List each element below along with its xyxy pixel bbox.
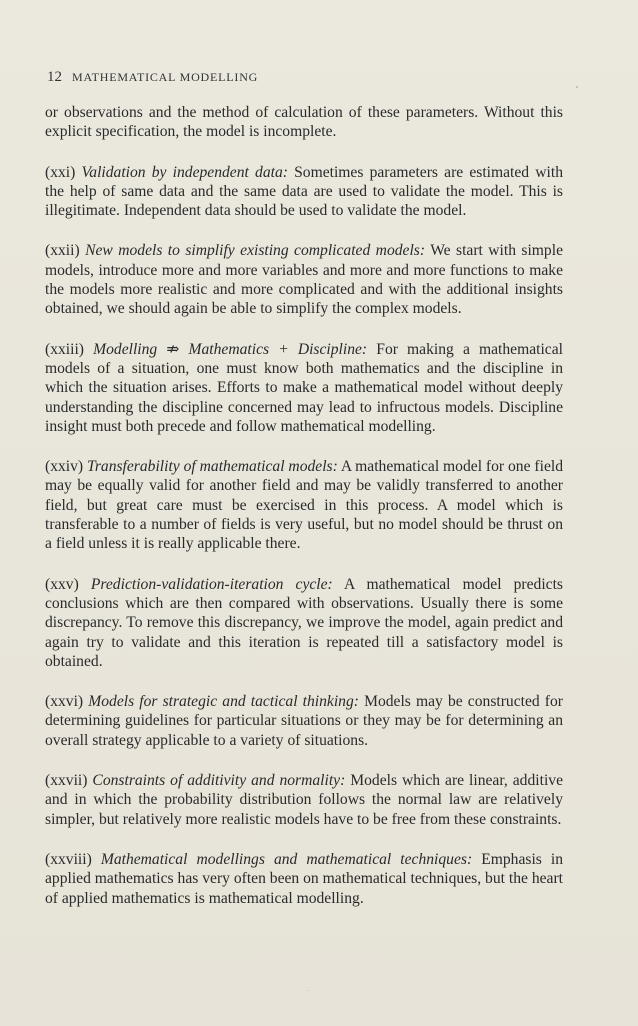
item-label: (xxviii) — [45, 850, 92, 868]
list-item — [45, 457, 563, 553]
item-heading: Mathematical modellings and mathematical techniques: — [100, 850, 473, 868]
item-heading: Constraints of additivity and normality: — [92, 772, 346, 790]
item-text: We start with simple models, introduce more and more variables and more and more functions to make the models more realistic and more complicated and with the additional insights obtained, we should again be able to simplify the complex models. — [45, 242, 563, 318]
item-heading: Validation by independent data: — [81, 163, 288, 181]
item-label: (xxii) — [45, 242, 80, 260]
list-item — [45, 575, 563, 671]
item-label: (xxiv) — [45, 458, 84, 476]
list-item — [45, 340, 563, 436]
item-heading: Prediction-validation-iteration cycle: — [90, 575, 333, 593]
item-label: (xxi) — [45, 163, 76, 181]
list-item — [45, 771, 563, 829]
list-item — [45, 241, 563, 318]
continued-paragraph: or observations and the method of calculation of these parameters. Without this explicit specification, the model is incomplete. — [45, 104, 563, 141]
item-label: (xxvii) — [45, 772, 88, 790]
item-text: Sometimes parameters are estimated with the help of same data and the same data are used to validate the model. This is illegitimate. Independent data should be used to validate the model. — [45, 163, 563, 220]
item-label: (xxiii) — [45, 340, 84, 358]
list-item — [45, 850, 563, 908]
item-heading: Models for strategic and tactical thinking: — [88, 693, 359, 711]
list-item — [45, 163, 563, 221]
page-number: 12 — [47, 69, 62, 85]
item-heading: Transferability of mathematical models: — [87, 458, 338, 476]
item-text: Models which are linear, additive and in which the probability distribution follows the normal law are relatively simpler, but relatively more realistic models have to be free from these constraints. — [45, 772, 563, 828]
paper-speck — [576, 86, 578, 88]
item-label: (xxvi) — [45, 693, 84, 711]
item-text: For making a mathematical models of a situation, one must know both mathematics and the discipline in which the situation arises. Efforts to make a mathematical model without deeply understanding the discipline concerned may lead to infructous models. Discipline insight must both precede and follow mathematical modelling. — [45, 340, 563, 435]
paper-speck — [308, 990, 309, 991]
item-heading: Modelling ⇏ Mathematics + Discipline: — [93, 340, 368, 358]
running-title: MATHEMATICAL MODELLING — [72, 70, 259, 84]
running-head — [47, 69, 258, 86]
item-label: (xxv) — [45, 575, 79, 593]
item-text: A mathematical model for one field may be equally valid for another field and may be validly transferred to another field, but great care must be exercised in this process. A model which is transferable to a number of fields is very useful, but no model should be thrust on a field unless it is really applicable there. — [45, 458, 563, 553]
item-text: Emphasis in applied mathematics has very often been on mathematical techniques, but the heart of applied mathematics is mathematical modelling. — [45, 850, 564, 907]
body-text — [45, 103, 563, 908]
item-heading: New models to simplify existing complicated models: — [85, 242, 426, 260]
item-text: Models may be constructed for determining guidelines for particular situations or they may be for determining an overall strategy applicable to a variety of situations. — [45, 693, 563, 749]
list-item — [45, 692, 563, 750]
item-text: A mathematical model predicts conclusions which are then compared with observations. Usually there is some discrepancy. To remove this discrepancy, we improve the model, again predict and again try to validate and this iteration is repeated till a satisfactory model is obtained. — [45, 575, 563, 670]
